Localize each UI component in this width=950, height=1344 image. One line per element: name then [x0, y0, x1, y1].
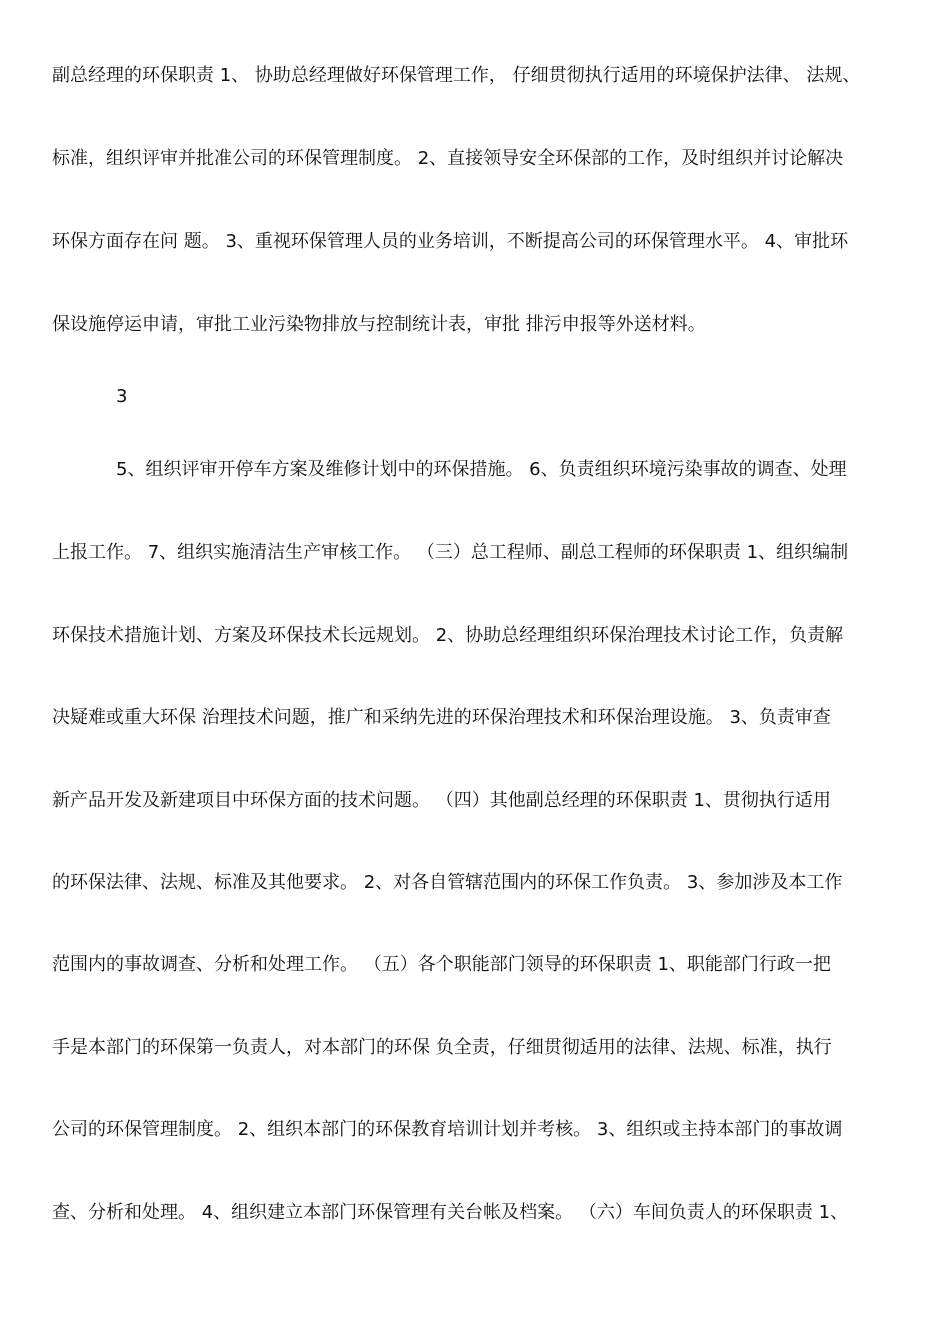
text-line-2: 标准，组织评审并批准公司的环保管理制度。 2、直接领导安全环保部的工作，及时组织并讨论解决	[52, 148, 844, 169]
text-line-9: 新产品开发及新建项目中环保方面的技术问题。 （四）其他副总经理的环保职责 1、贯彻执行适用	[52, 790, 831, 811]
text-line-11: 范围内的事故调查、分析和处理工作。 （五）各个职能部门领导的环保职责 1、职能部门行政一把	[52, 954, 831, 975]
page-number: 3	[116, 386, 128, 407]
text-line-6: 上报工作。 7、组织实施清洁生产审核工作。 （三）总工程师、副总工程师的环保职责 1、组织编制	[52, 542, 849, 563]
text-line-10: 的环保法律、法规、标准及其他要求。 2、对各自管辖范围内的环保工作负责。 3、参加涉及本工作	[52, 872, 843, 893]
text-line-4: 保设施停运申请，审批工业污染物排放与控制统计表，审批 排污申报等外送材料。	[52, 314, 706, 335]
text-line-1: 副总经理的环保职责 1、 协助总经理做好环保管理工作， 仔细贯彻执行适用的环境保护法律、 法规、	[52, 65, 861, 86]
text-line-13: 公司的环保管理制度。 2、组织本部门的环保教育培训计划并考核。 3、组织或主持本部门的事故调	[52, 1119, 843, 1140]
text-line-12: 手是本部门的环保第一负责人，对本部门的环保 负全责，仔细贯彻适用的法律、法规、标准，执行	[52, 1037, 832, 1058]
text-line-8: 决疑难或重大环保 治理技术问题，推广和采纳先进的环保治理技术和环保治理设施。 3、负责审查	[52, 707, 831, 728]
text-line-5: 5、组织评审开停车方案及维修计划中的环保措施。 6、负责组织环境污染事故的调查、处理	[116, 459, 847, 480]
text-line-7: 环保技术措施计划、方案及环保技术长远规划。 2、协助总经理组织环保治理技术讨论工作，负责解	[52, 625, 844, 646]
text-line-14: 查、分析和处理。 4、组织建立本部门环保管理有关台帐及档案。 （六）车间负责人的环保职责 1、	[52, 1202, 849, 1223]
text-line-3: 环保方面存在问 题。 3、重视环保管理人员的业务培训，不断提高公司的环保管理水平。 4、审批环	[52, 231, 849, 252]
